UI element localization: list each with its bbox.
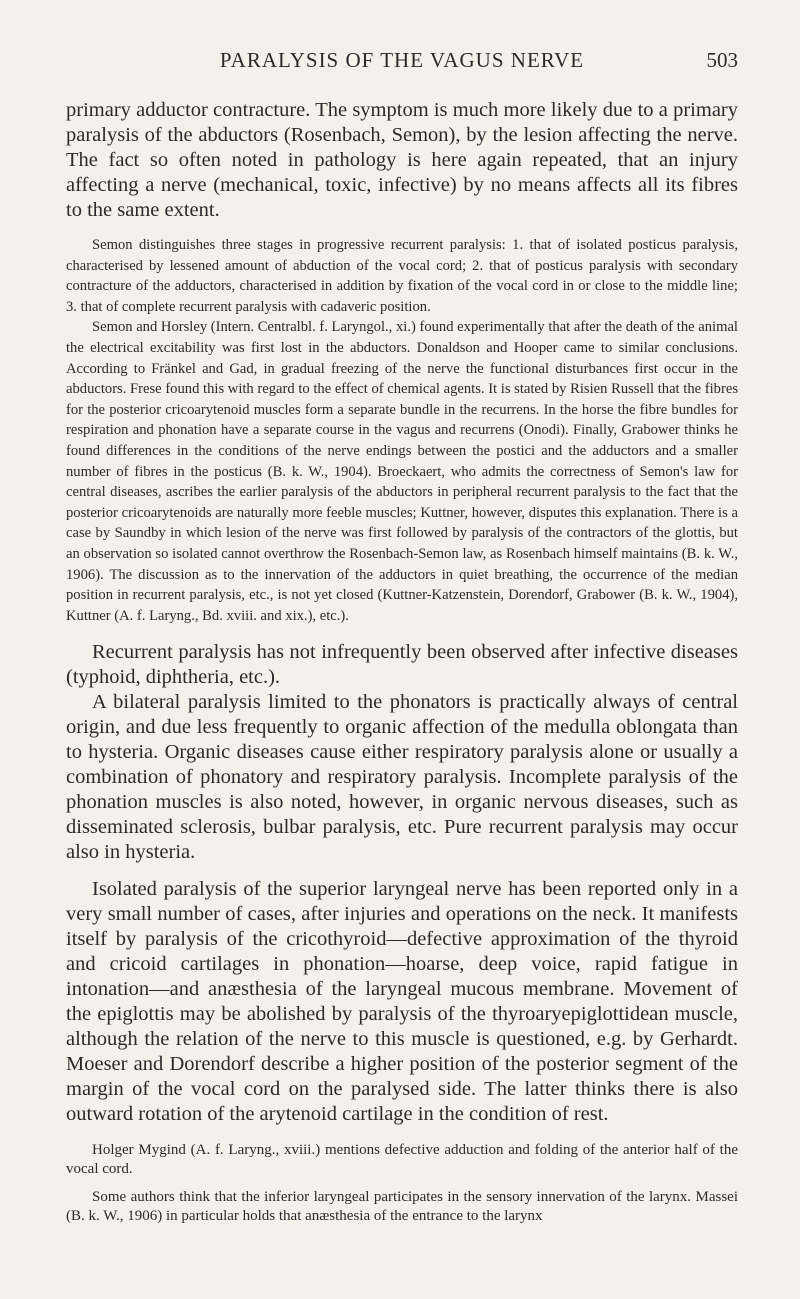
- footnote-inferior-laryngeal: Some authors think that the inferior laryngeal participates in the sensory innervation of the larynx. Massei (B. k. W., 1906) in particular holds that anæsthesia of the entrance to the larynx: [66, 1189, 738, 1224]
- paragraph-semon-stages: Semon distinguishes three stages in progressive recurrent paralysis: 1. that of isolated posticus paralysis, characterised by lessened amount of abduction of the vocal cord; 2. that of posticus paralysis with secondary contracture of the adductors, characterised in addition by fixation of the vocal cord in or close to the middle line; 3. that of complete recurrent paralysis with cadaveric position.: [66, 237, 738, 315]
- paragraph-superior-laryngeal: Isolated paralysis of the superior laryngeal nerve has been reported only in a very small number of cases, after injuries and operations on the neck. It manifests itself by paralysis of the cricothyroid—defective approximation of the thyroid and cricoid cartilages in phonation—hoarse, deep voice, rapid fatigue in intonation—and anæsthesia of the laryngeal mucous membrane. Movement of the epiglottis may be abolished by paralysis of the thyroaryepiglottidean muscle, although the relation of the nerve to this muscle is questioned, e.g. by Gerhardt. Moeser and Dorendorf describe a higher position of the posterior segment of the margin of the vocal cord on the paralysed side. The latter thinks there is also outward rotation of the arytenoid cartilage in the condition of rest.: [66, 878, 738, 1126]
- running-head: PARALYSIS OF THE VAGUS NERVE: [219, 48, 585, 72]
- footnotes: [66, 1141, 738, 1225]
- page-number: 503: [706, 48, 738, 72]
- paragraph-continued: primary adductor contracture. The symptom is much more likely due to a primary paralysis of the abductors (Rosenbach, Semon), by the lesion affecting the nerve. The fact so often noted in pathology is here again repeated, that an injury affecting a nerve (mechanical, toxic, infective) by no means affects all its fibres to the same extent.: [66, 99, 738, 221]
- page-header: [66, 48, 738, 88]
- paragraph-infective-diseases: Recurrent paralysis has not infrequently been observed after infective diseases (typhoid, diphtheria, etc.).: [66, 641, 738, 689]
- paragraph-bilateral-paralysis: A bilateral paralysis limited to the phonators is practically always of central origin, and due less frequently to organic affection of the medulla oblongata than to hysteria. Organic diseases cause either respiratory paralysis alone or usually a combination of phonatory and respiratory paralysis. Incomplete paralysis of the phonation muscles is also noted, however, in organic nervous diseases, such as disseminated sclerosis, bulbar paralysis, etc. Pure recurrent paralysis may occur also in hysteria.: [66, 691, 738, 864]
- paragraph-semon-horsley: Semon and Horsley (Intern. Centralbl. f. Laryngol., xi.) found experimentally that after the death of the animal the electrical excitability was first lost in the abductors. Donaldson and Hooper came to similar conclusions. According to Fränkel and Gad, in gradual freezing of the nerve the functional disturbances first occur in the abductors. Frese found this with regard to the effect of chemical agents. It is stated by Risien Russell that the fibres for the posterior cricoarytenoid muscles form a separate bundle in the recurrens. In the horse the fibre bundles for respiration and phonation have a separate course in the vagus and recurrens (Onodi). Finally, Grabower thinks he found differences in the conditions of the nerve endings between the postici and the adductors and a smaller number of fibres in the posticus (B. k. W., 1904). Broeckaert, who admits the correctness of Semon's law for central diseases, ascribes the earlier paralysis of the abductors in peripheral recurrent paralysis to the fact that the posterior cricoarytenoids are naturally more feeble muscles; Kuttner, however, disputes this explanation. There is a case by Saundby in which lesion of the nerve was first followed by paralysis of the contractors of the glottis, but an observation so isolated cannot overthrow the Rosenbach-Semon law, as Rosenbach himself maintains (B. k. W., 1906). The discussion as to the innervation of the adductors in quiet breathing, the occurrence of the median position in recurrent paralysis, etc., is not yet closed (Kuttner-Katzenstein, Dorendorf, Grabower (B. k. W., 1904), Kuttner (A. f. Laryng., Bd. xviii. and xix.), etc.).: [66, 319, 738, 624]
- footnote-mygind: Holger Mygind (A. f. Laryng., xviii.) mentions defective adduction and folding of the anterior half of the vocal cord.: [66, 1142, 738, 1177]
